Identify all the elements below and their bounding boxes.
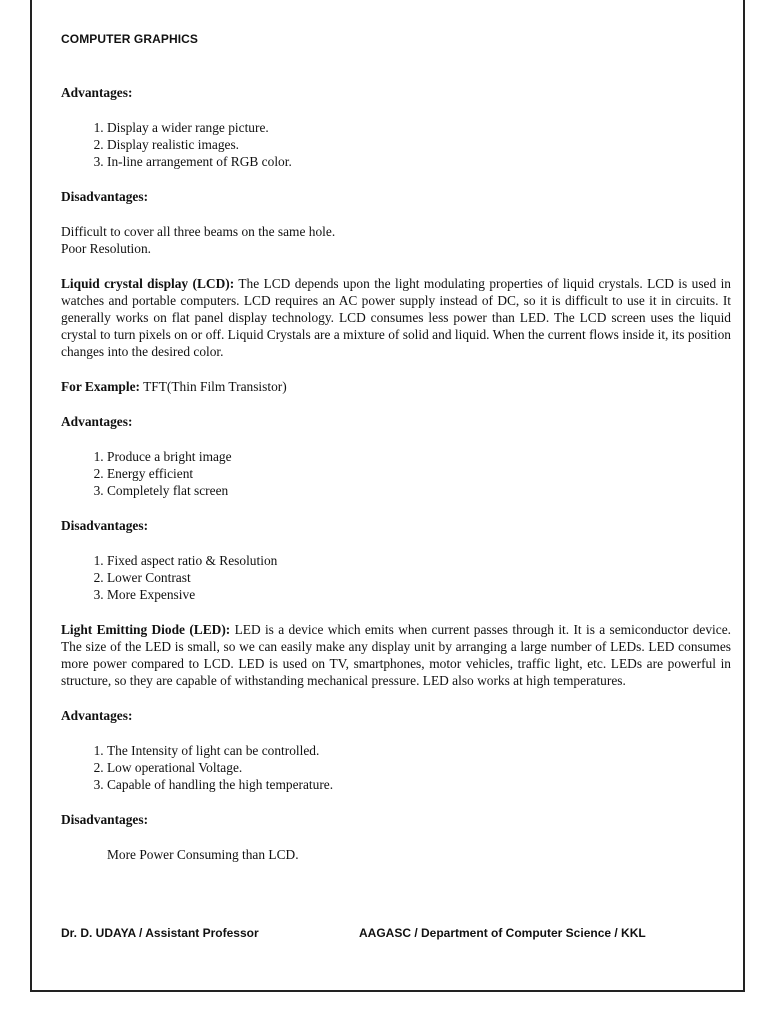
advantages-list-3 — [61, 742, 731, 793]
led-text: LED is a device which emits when current passes through it. It is a semiconductor device. The size of the LED is small, so we can easily make any display unit by arranging a large number of LEDs. LED consumes more power compared to LCD. LED is used on TV, smartphones, motor vehicles, traffic light, etc. LEDs are powerful in structure, so they are capable of withstanding mechanical pressure. LED also works at high temperatures. — [61, 622, 731, 688]
list-item: 2. Display realistic images. — [107, 136, 731, 153]
list-item: 2. Lower Contrast — [107, 569, 731, 586]
advantages-heading-3: Advantages: — [61, 708, 133, 723]
example-label: For Example: — [61, 379, 140, 394]
lcd-paragraph — [61, 275, 731, 360]
list-item: 1. Display a wider range picture. — [107, 119, 731, 136]
led-term: Light Emitting Diode (LED): — [61, 622, 231, 637]
advantages-heading-2: Advantages: — [61, 414, 133, 429]
list-item: 1. Produce a bright image — [107, 448, 731, 465]
disadvantages-heading-3: Disadvantages: — [61, 812, 149, 827]
lcd-term: Liquid crystal display (LCD): — [61, 276, 235, 291]
list-item: 2. Low operational Voltage. — [107, 759, 731, 776]
advantages-heading-1: Advantages: — [61, 85, 133, 100]
disadvantages-heading-2: Disadvantages: — [61, 518, 149, 533]
list-item: 3. In-line arrangement of RGB color. — [107, 153, 731, 170]
list-item: 2. Energy efficient — [107, 465, 731, 482]
page-header: COMPUTER GRAPHICS — [61, 32, 199, 46]
list-item: 1. The Intensity of light can be controlled. — [107, 742, 731, 759]
lcd-text: The LCD depends upon the light modulating properties of liquid crystals. LCD is used in watches and portable computers. LCD requires an AC power supply instead of DC, so it is difficult to use it in circuits. It generally works on flat panel display technology. LCD consumes less power than LED. The LCD screen uses the liquid crystal to turn pixels on or off. Liquid Crystals are a mixture of solid and liquid. When the current flows inside it, its position changes into the desired color. — [61, 276, 732, 359]
disadvantages-heading-1: Disadvantages: — [61, 189, 149, 204]
footer-department: AAGASC / Department of Computer Science / KKL — [359, 926, 646, 940]
example-text: TFT(Thin Film Transistor) — [139, 379, 287, 394]
list-item: 3. Capable of handling the high temperature. — [107, 776, 731, 793]
list-item: 3. More Expensive — [107, 586, 731, 603]
disadvantage-line: Poor Resolution. — [61, 241, 152, 256]
list-item: 1. Fixed aspect ratio & Resolution — [107, 552, 731, 569]
disadvantage-line: Difficult to cover all three beams on the same hole. — [61, 224, 336, 239]
list-item: 3. Completely flat screen — [107, 482, 731, 499]
disadvantage-line: More Power Consuming than LCD. — [107, 847, 299, 862]
advantages-list-2 — [61, 448, 731, 499]
footer-author: Dr. D. UDAYA / Assistant Professor — [61, 926, 259, 940]
example-line — [61, 378, 731, 395]
advantages-list-1 — [61, 119, 731, 170]
disadvantages-list-2 — [61, 552, 731, 603]
led-paragraph — [61, 621, 731, 689]
document-body — [61, 84, 731, 863]
